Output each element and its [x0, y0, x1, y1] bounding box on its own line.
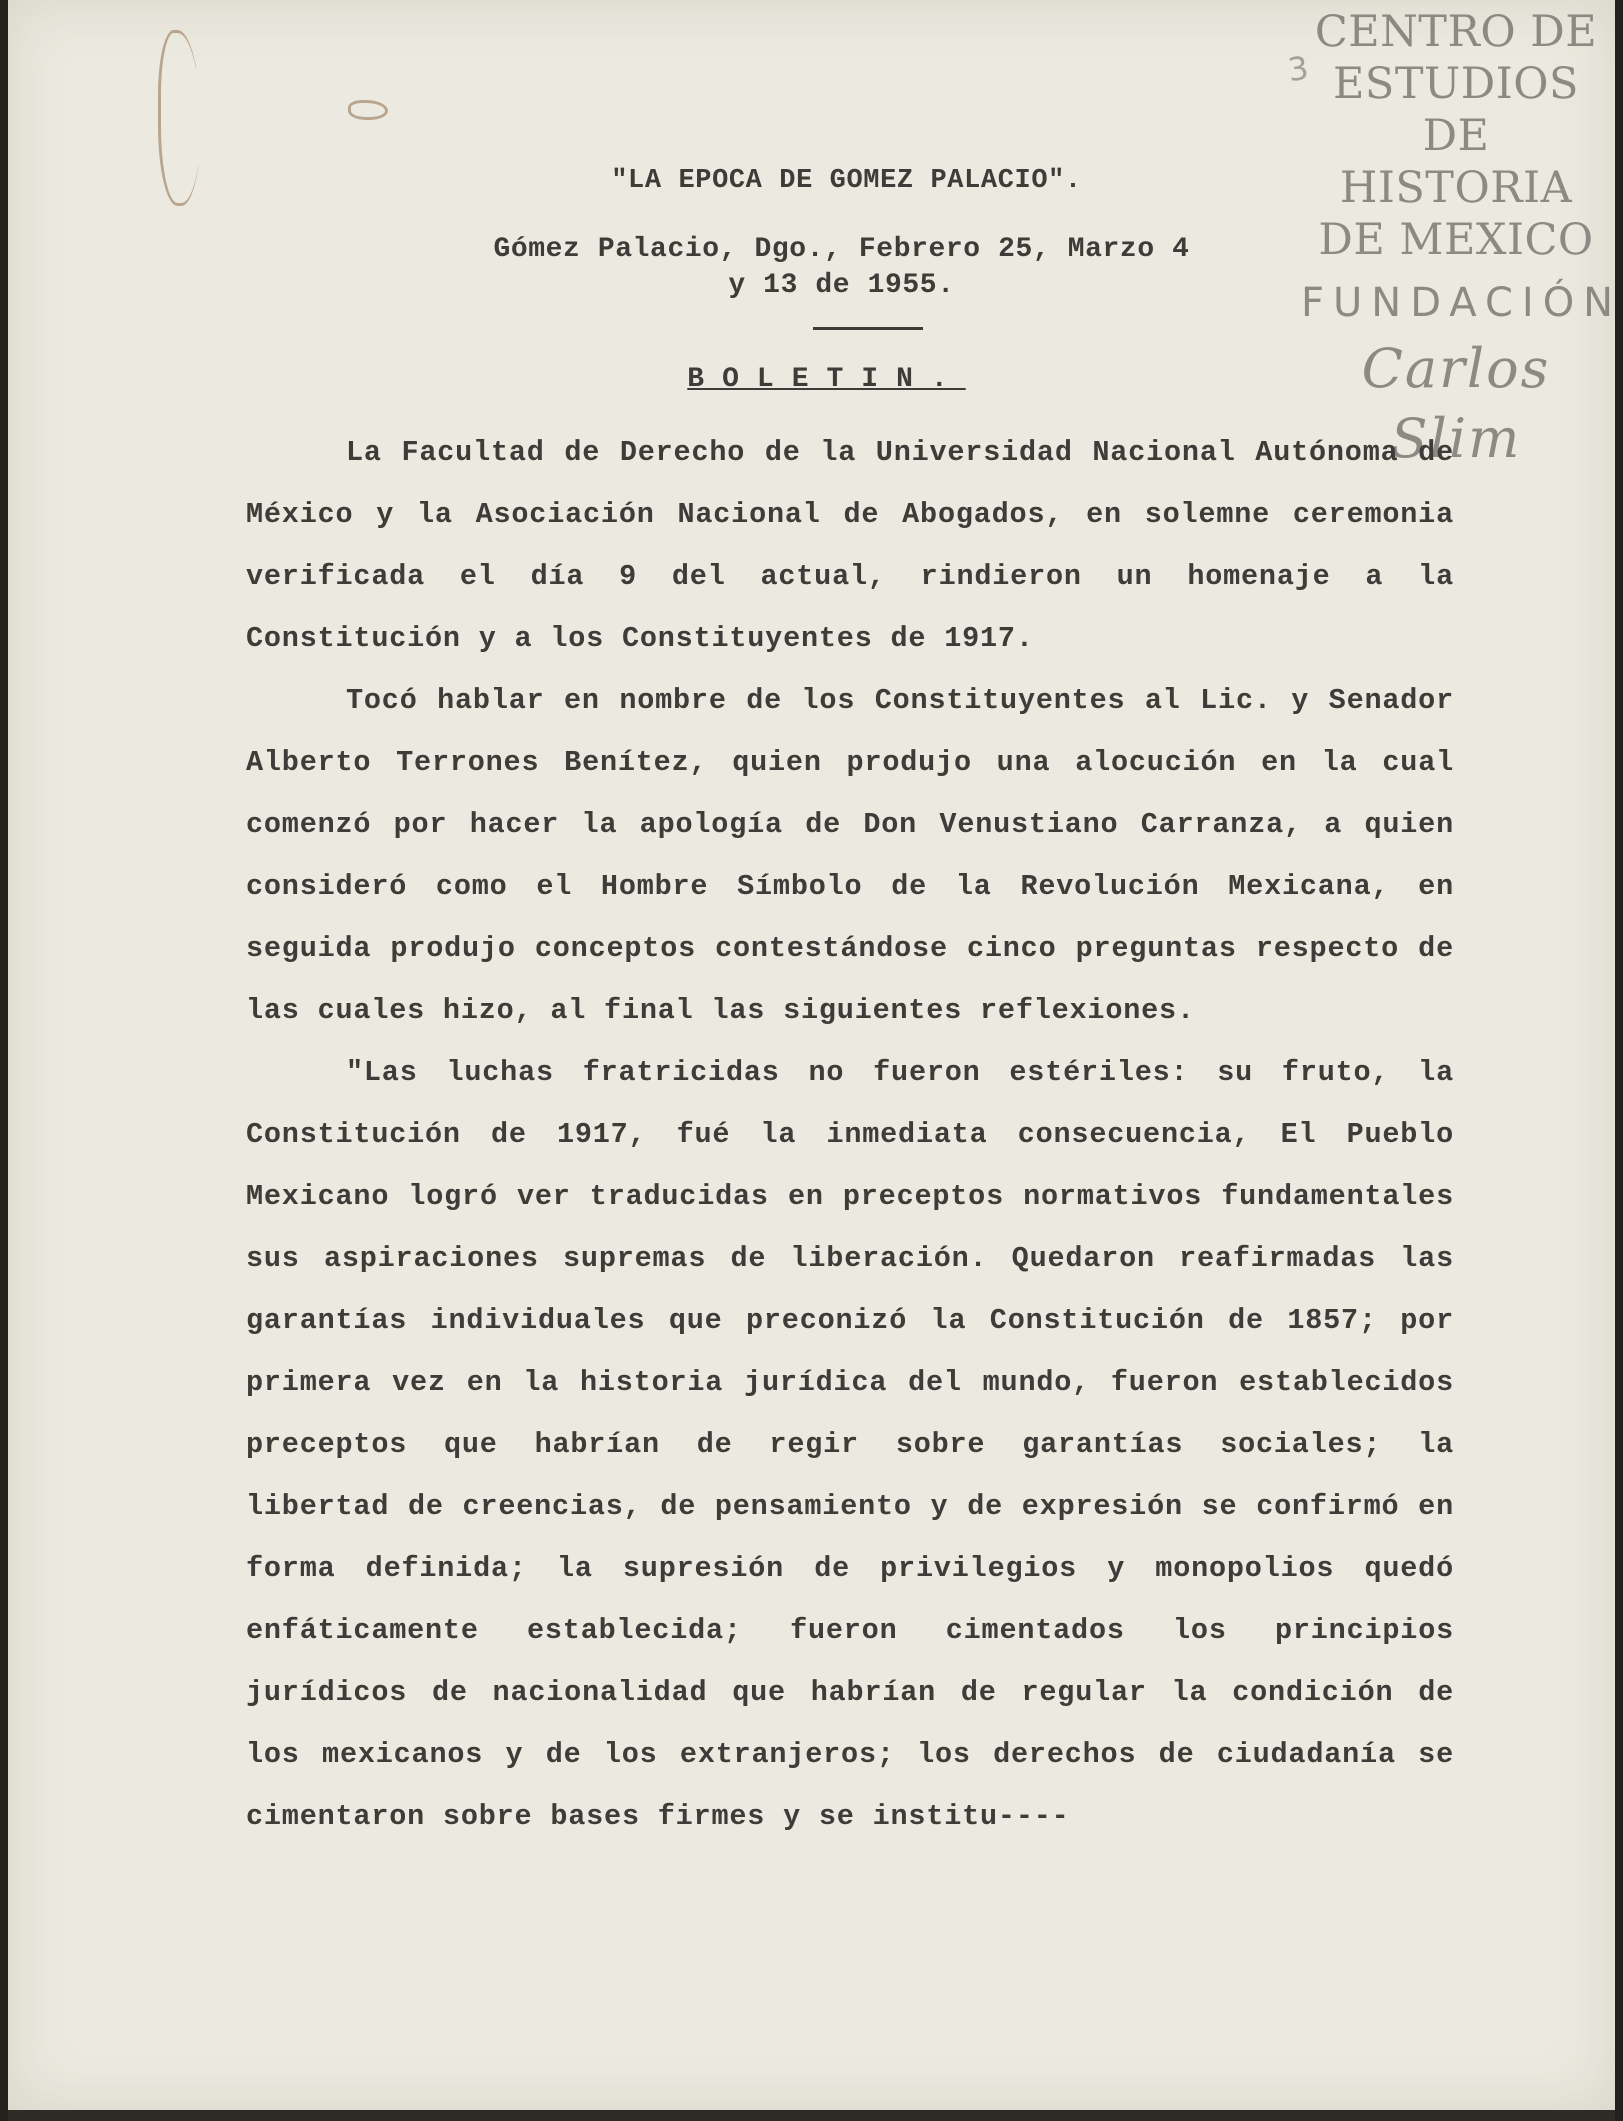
place-date — [0, 232, 1623, 304]
watermark-line: DE HISTORIA — [1339, 111, 1573, 213]
page-bottom-edge — [8, 2110, 1615, 2121]
place-date-line: Gómez Palacio, Dgo., Febrero 25, Marzo 4 — [493, 234, 1190, 265]
document-body — [246, 422, 1454, 1848]
body-paragraph: Tocó hablar en nombre de los Constituyentes al Lic. y Senador Alberto Terrones Benítez, quien produjo una alocución en la cual comenzó por hacer la apología de Don Venustiano Carranza, a quien consideró como el Hombre Símbolo de la Revolución Mexicana, en seguida produjo conceptos contestándose cinco preguntas respecto de las cuales hizo, al final las siguientes reflexiones. — [246, 684, 1454, 1027]
watermark-line: ESTUDIOS — [1333, 59, 1579, 109]
pencil-mark — [348, 100, 388, 120]
header-divider — [813, 327, 923, 330]
watermark-signature: Carlos Slim — [1361, 337, 1551, 470]
document-title: "LA EPOCA DE GOMEZ PALACIO". — [611, 166, 1082, 196]
watermark-foundation: FUNDACIÓN — [1301, 280, 1623, 326]
body-paragraph: "Las luchas fratricidas no fueron estériles: su fruto, la Constitución de 1917, fué la inmediata consecuencia, El Pueblo Mexicano logró ver traducidas en preceptos normativos fundamentales sus aspiraciones supremas de liberación. Quedaron reafirmadas las garantías individuales que preconizó la Constitución de 1857; por primera vez en la historia jurídica del mundo, fueron establecidos preceptos que habrían de regir sobre garantías sociales; la libertad de creencias, de pensamiento y de expresión se confirmó en forma definida; la supresión de privilegios y monopolios quedó enfáticamente establecida; fueron cimentados los principios jurídicos de nacionalidad que habrían de regular la condición de los mexicanos y de los extranjeros; los derechos de ciudadanía se cimentaron sobre bases firmes y se institu---- — [246, 1056, 1454, 1833]
place-date-line: y 13 de 1955. — [728, 270, 955, 301]
watermark-line: CENTRO DE — [1314, 7, 1598, 57]
folio-number: 3 — [1285, 48, 1311, 90]
body-paragraph: La Facultad de Derecho de la Universidad Nacional Autónoma de México y la Asociación Nacional de Abogados, en solemne ceremonia verificada el día 9 del actual, rindieron un homenaje a la Constitución y a los Constituyentes de 1917. — [246, 436, 1454, 655]
watermark-line: DE MEXICO — [1318, 215, 1594, 265]
section-heading: BOLETIN. — [687, 364, 966, 395]
